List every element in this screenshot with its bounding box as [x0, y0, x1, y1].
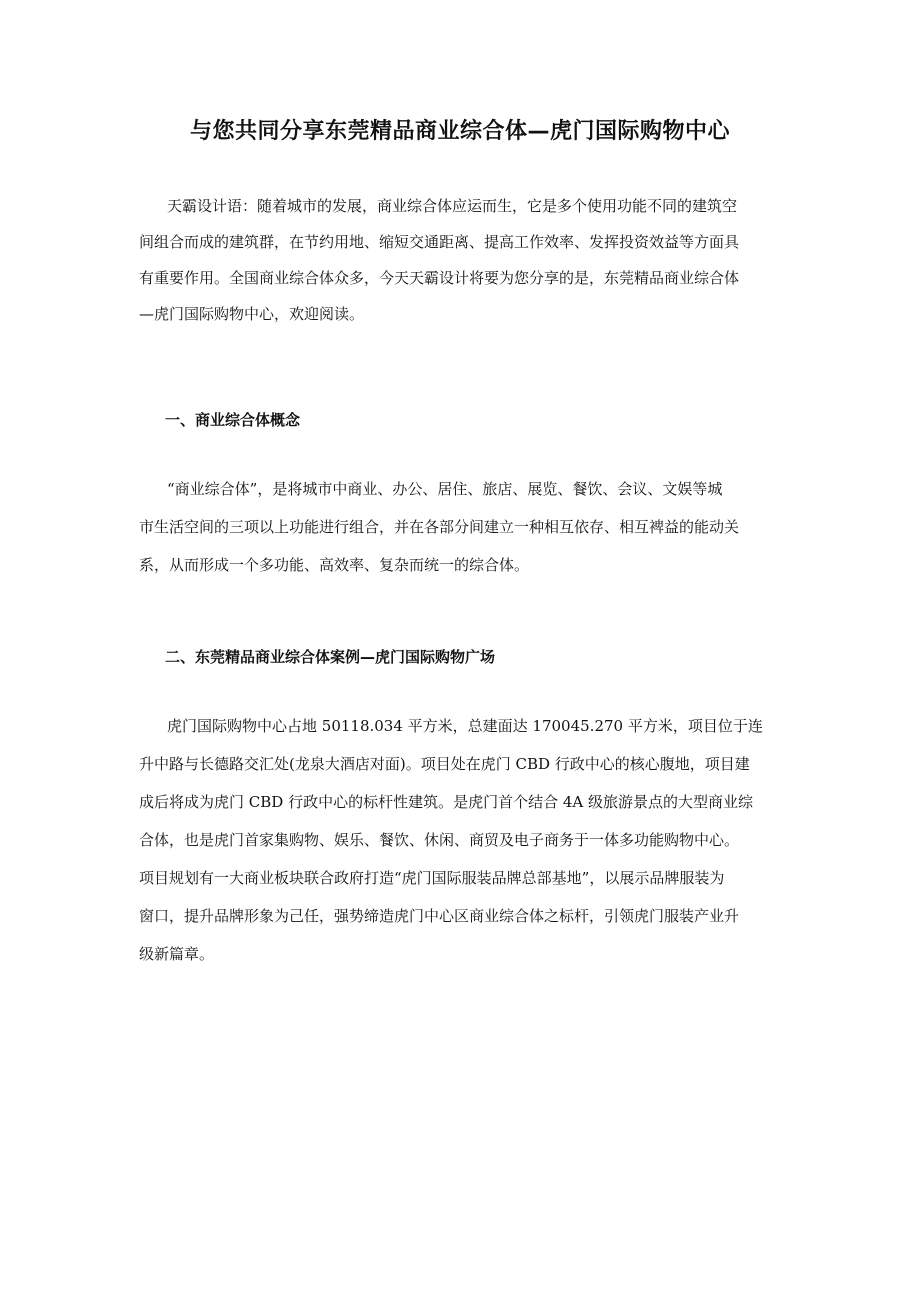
section1-heading: 一、商业综合体概念 [165, 411, 301, 429]
intro-paragraph [139, 188, 789, 332]
section1-line: 市生活空间的三项以上功能进行组合，并在各部分间建立一种相互依存、相互裨益的能动关 [139, 518, 740, 536]
intro-line: 有重要作用。全国商业综合体众多，今天天霸设计将要为您分享的是，东莞精品商业综合体 [139, 269, 740, 287]
section1-paragraph [139, 470, 789, 584]
intro-line: 天霸设计语：随着城市的发展，商业综合体应运而生，它是多个使用功能不同的建筑空 [167, 197, 738, 215]
intro-line: —虎门国际购物中心，欢迎阅读。 [139, 305, 365, 323]
section2-heading: 二、东莞精品商业综合体案例—虎门国际购物广场 [165, 648, 496, 666]
section1-line: “商业综合体”，是将城市中商业、办公、居住、旅店、展览、餐饮、会议、文娱等城 [167, 480, 723, 498]
section2-line: 级新篇章。 [139, 945, 215, 963]
section2-line: 虎门国际购物中心占地 50118.034 平方米，总建面达 170045.270 平方米，项目位于连 [167, 717, 763, 735]
section1-line: 系，从而形成一个多功能、高效率、复杂而统一的综合体。 [139, 556, 530, 574]
section2-line: 成后将成为虎门 CBD 行政中心的标杆性建筑。是虎门首个结合 4A 级旅游景点的大型商业综 [139, 793, 753, 811]
page-title: 与您共同分享东莞精品商业综合体—虎门国际购物中心 [189, 119, 730, 144]
section2-line: 窗口，提升品牌形象为己任，强势缔造虎门中心区商业综合体之标杆，引领虎门服装产业升 [139, 907, 740, 925]
intro-line: 间组合而成的建筑群，在节约用地、缩短交通距离、提高工作效率、发挥投资效益等方面具 [139, 233, 740, 251]
section2-line: 升中路与长德路交汇处(龙泉大酒店对面)。项目处在虎门 CBD 行政中心的核心腹地，项目建 [139, 755, 750, 773]
section2-line: 项目规划有一大商业板块联合政府打造“虎门国际服装品牌总部基地”，以展示品牌服装为 [139, 869, 725, 887]
section2-line: 合体，也是虎门首家集购物、娱乐、餐饮、休闲、商贸及电子商务于一体多功能购物中心。 [139, 831, 740, 849]
section2-paragraph [139, 707, 789, 973]
